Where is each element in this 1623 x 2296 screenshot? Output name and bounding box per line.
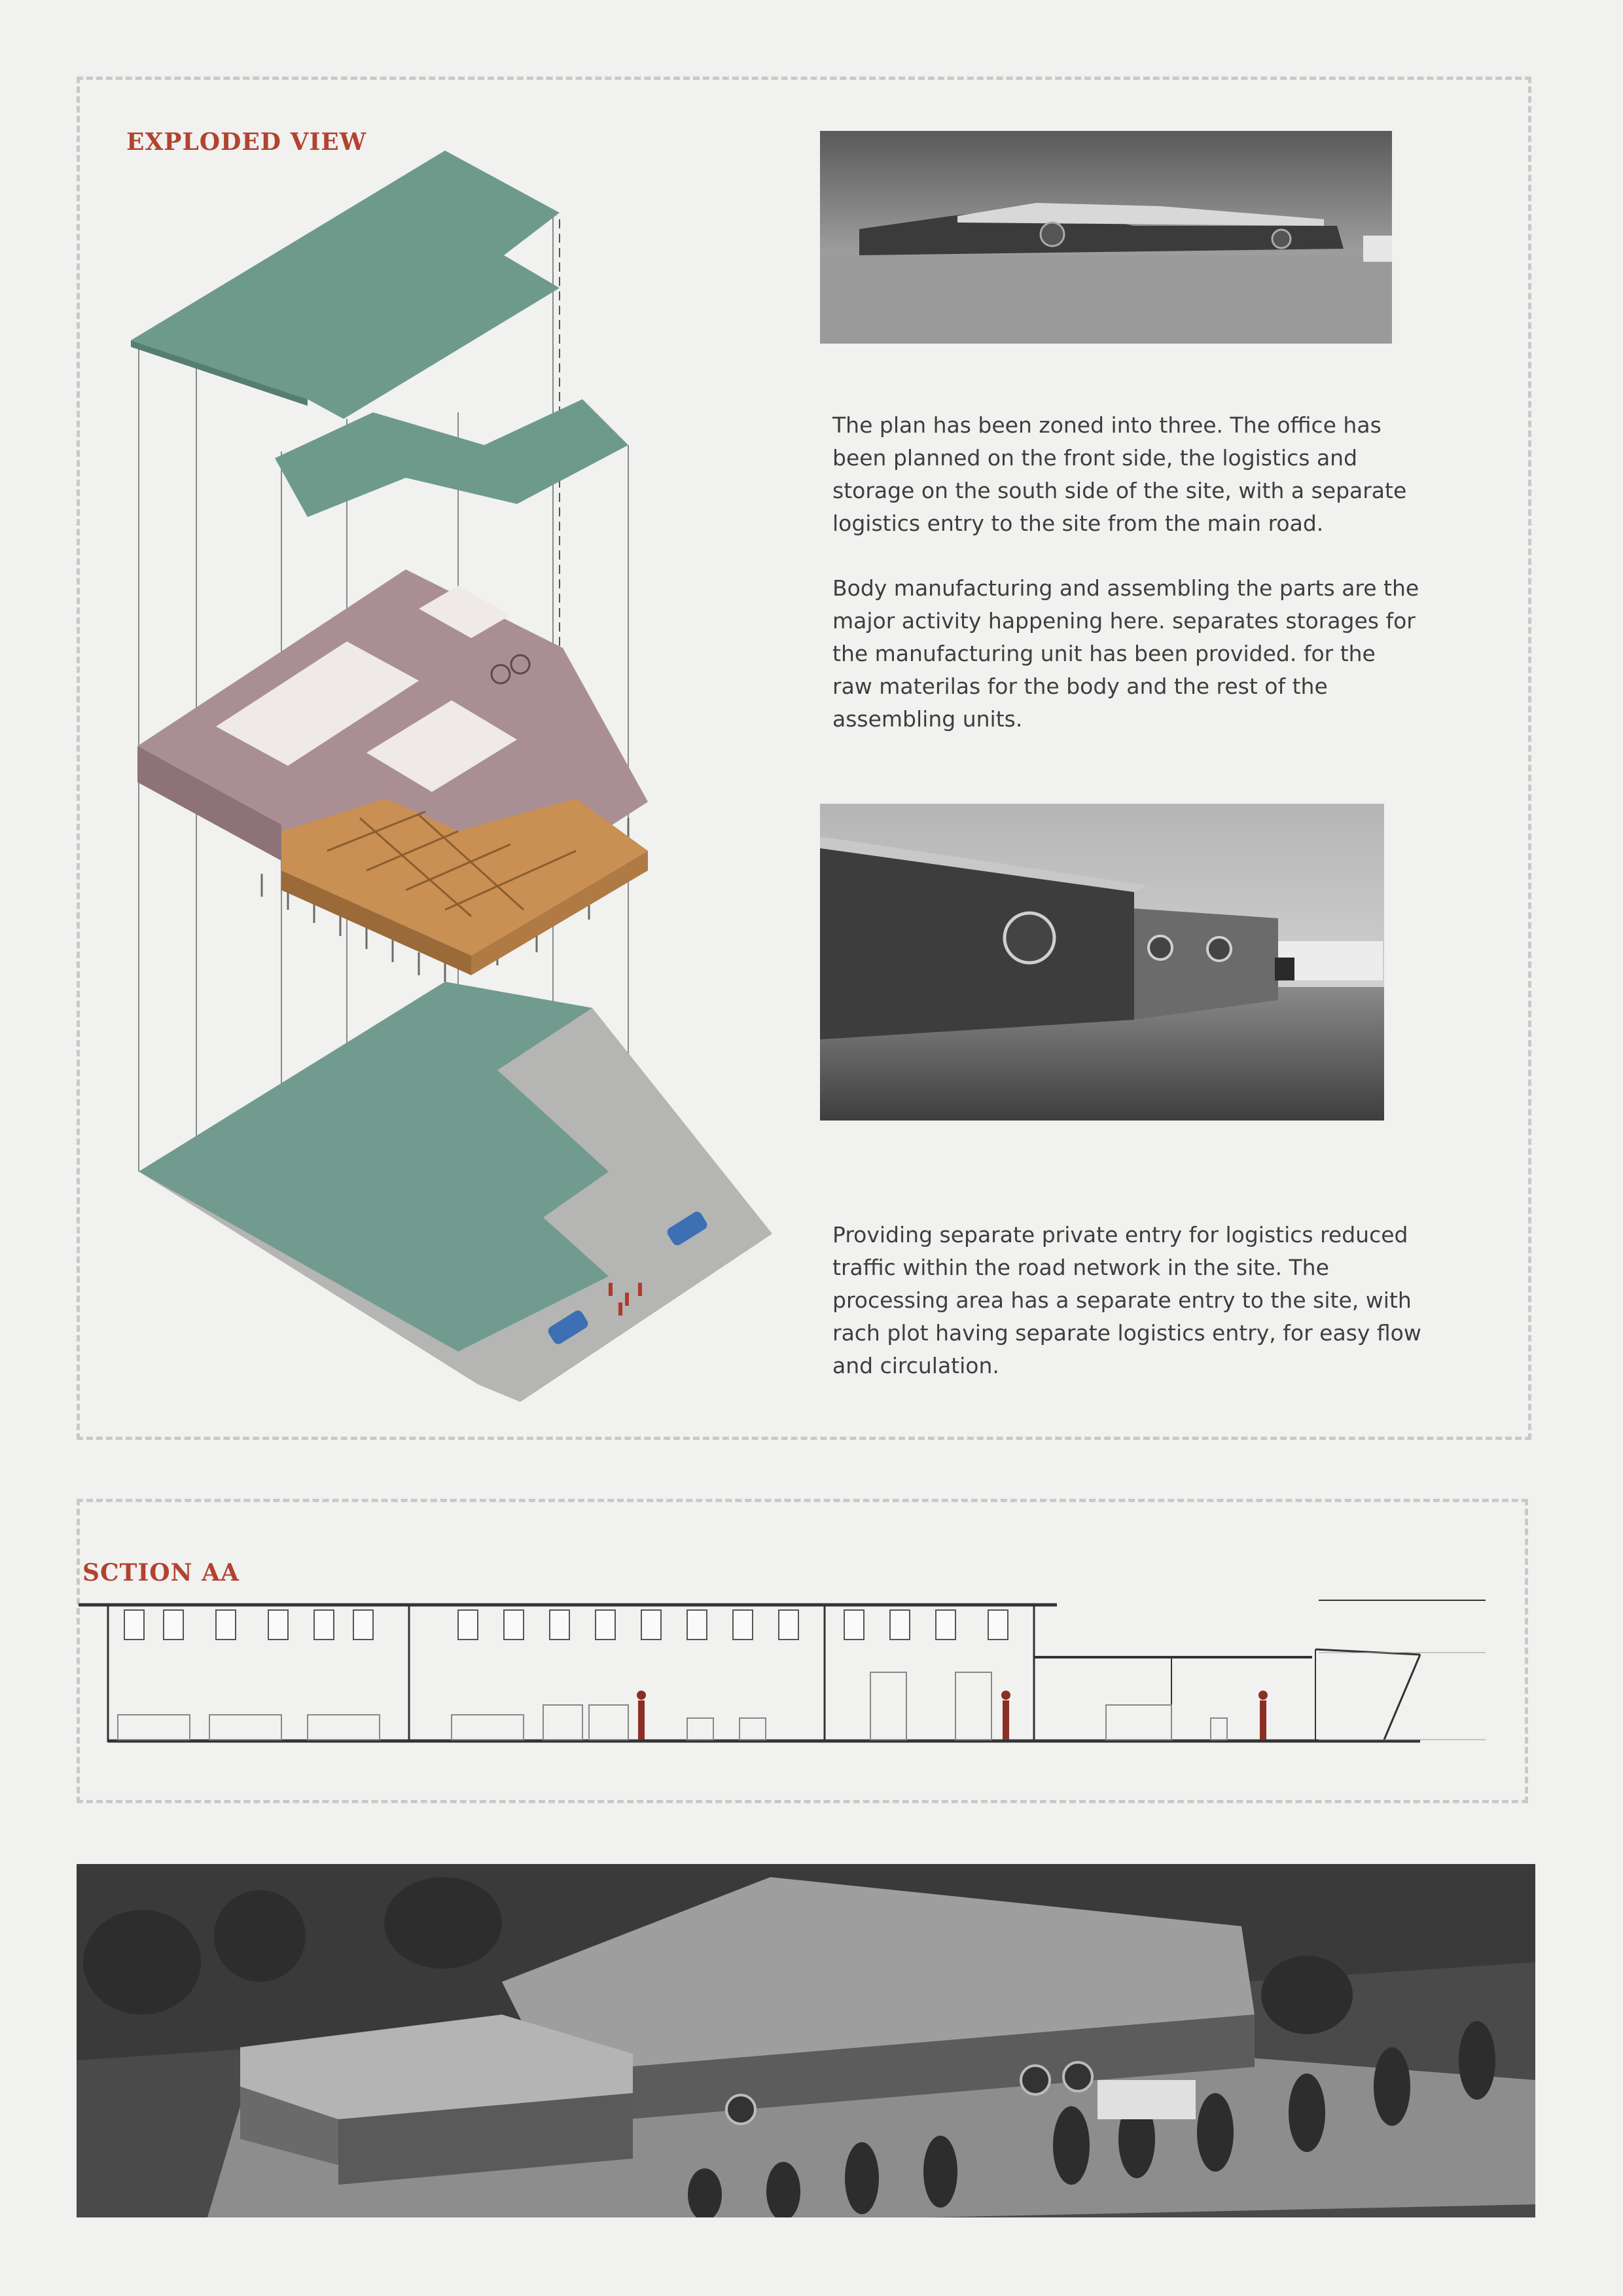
site-plane: [139, 982, 772, 1402]
courtyard-render-photo: [820, 804, 1384, 1121]
section-drawing: [79, 1584, 1499, 1754]
section-title: SCTION AA: [82, 1559, 240, 1587]
section-machinery: [118, 1672, 1227, 1740]
zoning-description: The plan has been zoned into three. The office has been planned on the front side, the logistics and storage on the south side of the site, with a separate logistics entry to the site from the main road.: [832, 412, 1407, 536]
human-figure-icons: [637, 1691, 1268, 1740]
exploded-axonometric-drawing: [118, 141, 792, 1424]
exploded-view-title: EXPLODED VIEW: [126, 128, 367, 156]
manufacturing-description: Body manufacturing and assembling the parts are the major activity happening here. separates storages for the manufacturing unit has been provided. for the raw materilas for the body and the rest of the assembling units.: [832, 575, 1419, 732]
section-windows: [124, 1610, 1008, 1640]
mid-roof-plane: [275, 399, 628, 517]
top-roof-plane: [131, 151, 560, 419]
logistics-description: Providing separate private entry for logistics reduced traffic within the road network in the site. The processing area has a separate entry to the site, with rach plot having separate logistics entry, for easy flow and circulation.: [832, 1222, 1421, 1378]
aerial-render-photo: [77, 1864, 1535, 2217]
exterior-render-photo: [820, 131, 1392, 344]
